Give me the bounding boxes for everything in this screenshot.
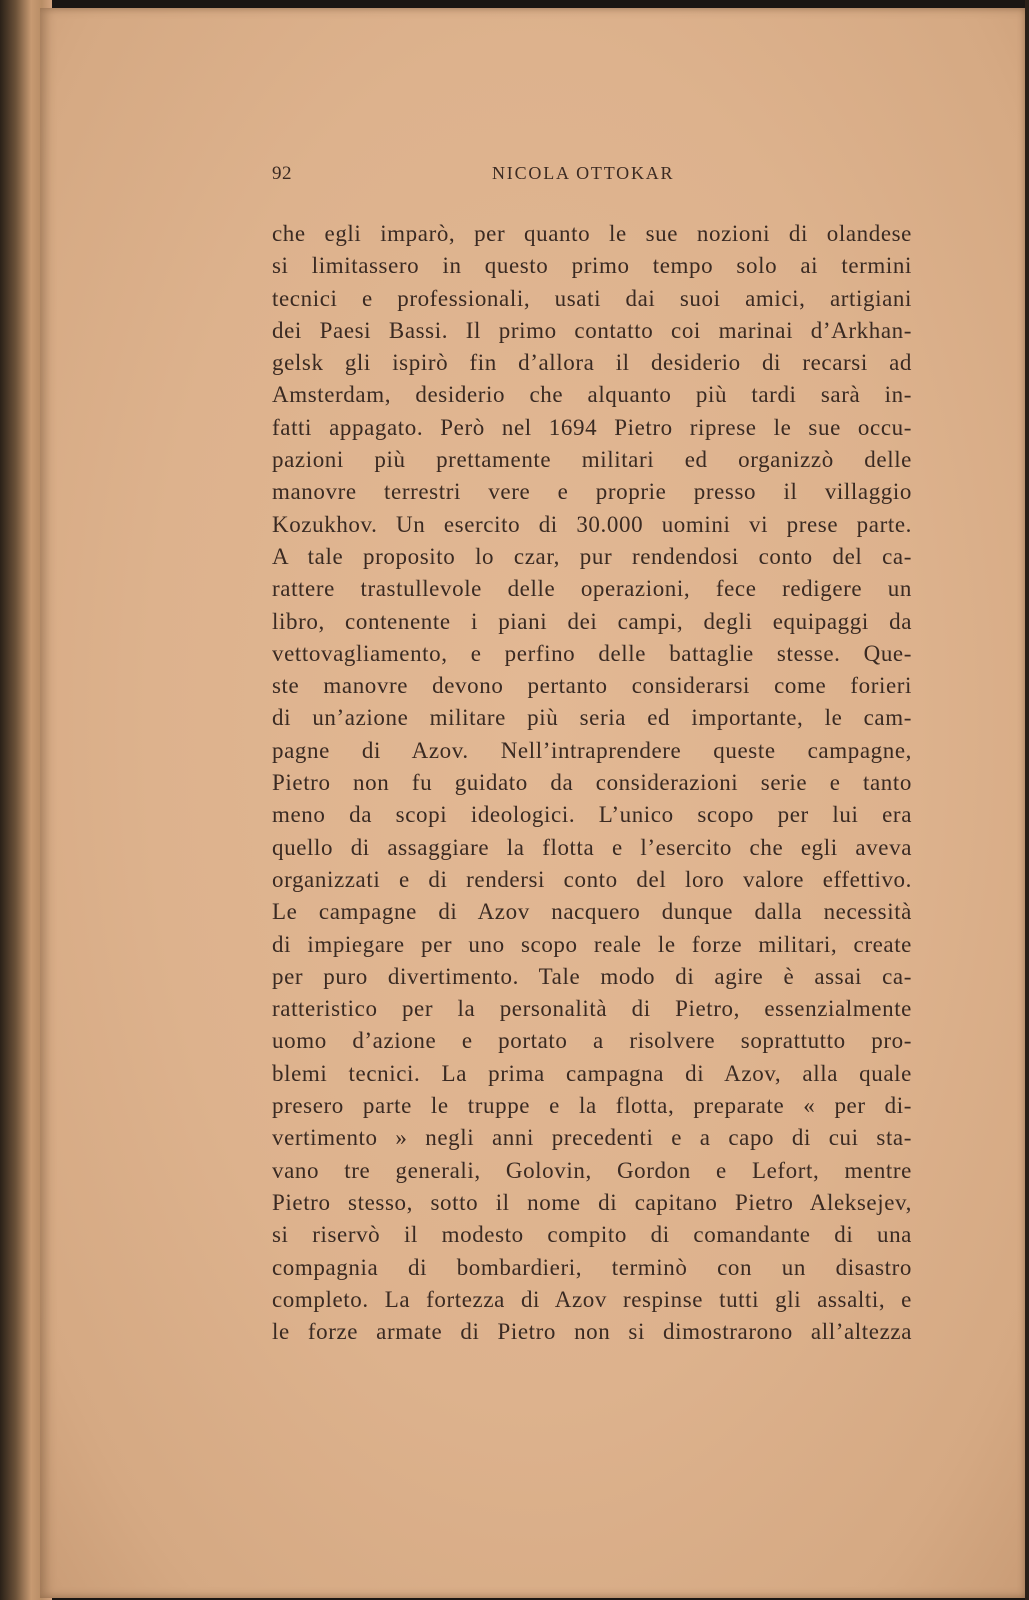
text-line: meno da scopi ideologici. L’unico scopo per lui era	[272, 802, 912, 828]
text-line: vano tre generali, Golovin, Gordon e Lefort, mentre	[272, 1157, 912, 1183]
body-text	[272, 218, 912, 1348]
text-line: dei Paesi Bassi. Il primo contatto coi marinai d’Arkhan-	[272, 317, 912, 343]
text-line: pagne di Azov. Nell’intraprendere queste campagne,	[272, 737, 912, 763]
text-line: quello di assaggiare la flotta e l’esercito che egli aveva	[272, 834, 912, 860]
text-line: che egli imparò, per quanto le sue nozioni di olandese	[272, 221, 912, 246]
text-line: pazioni più prettamente militari ed organizzò delle	[272, 447, 912, 473]
text-line: Pietro non fu guidato da considerazioni serie e tanto	[272, 770, 912, 796]
text-line: manovre terrestri vere e proprie presso il villaggio	[272, 479, 912, 505]
text-line: libro, contenente i piani dei campi, degli equipaggi da	[272, 608, 912, 634]
text-line: uomo d’azione e portato a risolvere soprattutto pro-	[272, 1028, 912, 1054]
text-line: compagnia di bombardieri, terminò con un disastro	[272, 1254, 912, 1280]
text-line: Pietro stesso, sotto il nome di capitano Pietro Aleksejev,	[272, 1189, 912, 1215]
text-line: organizzati e di rendersi conto del loro valore effettivo.	[272, 866, 912, 892]
text-line: vertimento » negli anni precedenti e a capo di cui sta-	[272, 1125, 912, 1151]
page-number: 92	[272, 163, 292, 184]
page-right-edge	[1025, 0, 1029, 1600]
text-line: per puro divertimento. Tale modo di agire è assai ca-	[272, 963, 912, 989]
text-line: si limitassero in questo primo tempo solo ai termini	[272, 253, 912, 279]
text-line: fatti appagato. Però nel 1694 Pietro riprese le sue occu-	[272, 414, 912, 440]
text-line: Le campagne di Azov nacquero dunque dalla necessità	[272, 899, 912, 925]
text-line: di un’azione militare più seria ed importante, le cam-	[272, 705, 912, 731]
text-line: si riservò il modesto compito di comandante di una	[272, 1222, 912, 1248]
text-line: rattere trastullevole delle operazioni, fece redigere un	[272, 576, 912, 602]
text-line: blemi tecnici. La prima campagna di Azov, alla quale	[272, 1060, 912, 1086]
text-line: le forze armate di Pietro non si dimostrarono all’altezza	[272, 1319, 912, 1345]
page-header	[272, 163, 912, 191]
text-line: completo. La fortezza di Azov respinse tutti gli assalti, e	[272, 1286, 912, 1312]
text-line: ratteristico per la personalità di Pietro, essenzialmente	[272, 996, 912, 1022]
text-line: di impiegare per uno scopo reale le forze militari, create	[272, 931, 912, 957]
text-line: Amsterdam, desiderio che alquanto più tardi sarà in-	[272, 382, 912, 408]
text-line: Kozukhov. Un esercito di 30.000 uomini vi prese parte.	[272, 511, 912, 537]
text-line: vettovagliamento, e perfino delle battaglie stesse. Que-	[272, 640, 912, 666]
text-line: gelsk gli ispirò fin d’allora il desiderio di recarsi ad	[272, 350, 912, 376]
text-line: ste manovre devono pertanto considerarsi come forieri	[272, 673, 912, 699]
running-title: NICOLA OTTOKAR	[492, 163, 675, 183]
text-line: tecnici e professionali, usati dai suoi amici, artigiani	[272, 285, 912, 311]
text-line: A tale proposito lo czar, pur rendendosi conto del ca-	[272, 543, 912, 569]
text-line: presero parte le truppe e la flotta, preparate « per di-	[272, 1093, 912, 1119]
